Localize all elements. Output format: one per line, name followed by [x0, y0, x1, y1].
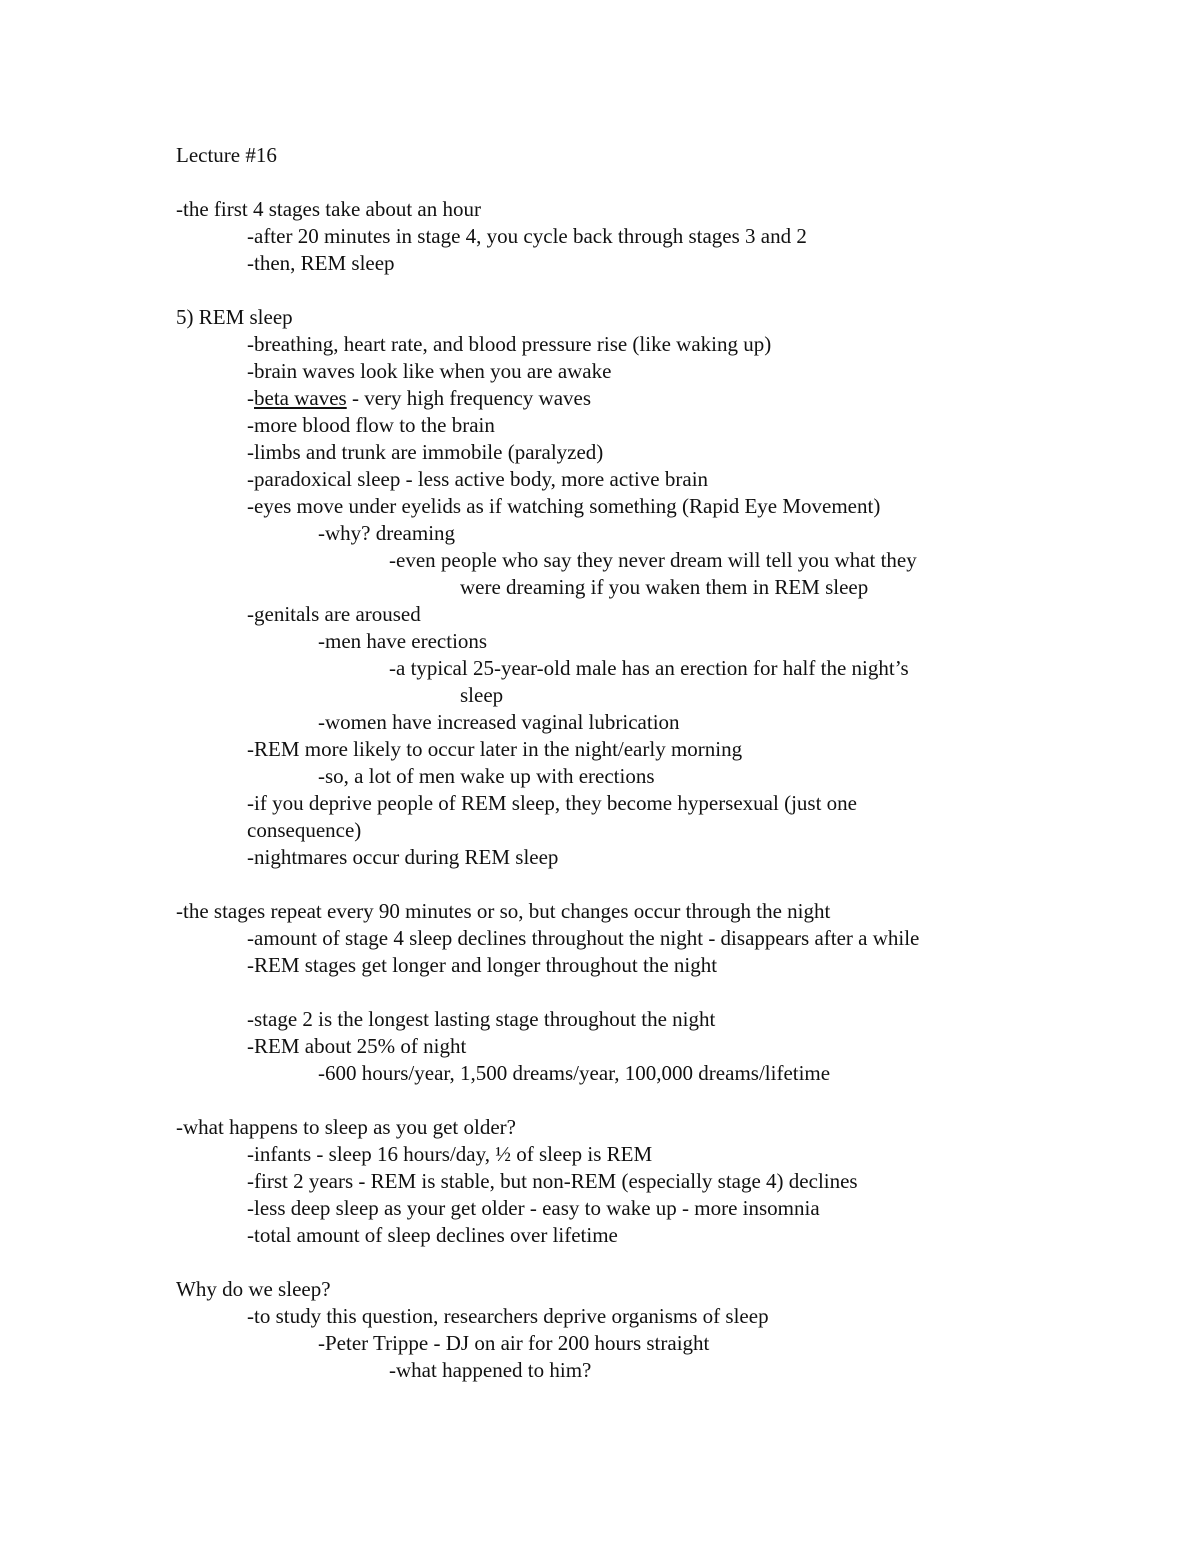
note-line: -infants - sleep 16 hours/day, ½ of sleep is REM: [247, 1142, 653, 1166]
note-line: -the stages repeat every 90 minutes or so, but changes occur through the night: [176, 899, 831, 923]
note-line: -eyes move under eyelids as if watching something (Rapid Eye Movement): [247, 494, 881, 518]
underlined-term: beta waves: [254, 386, 347, 410]
note-line: -REM stages get longer and longer throughout the night: [247, 953, 718, 977]
note-line: 5) REM sleep: [176, 305, 293, 329]
note-line: -why? dreaming: [318, 521, 456, 545]
note-line: -REM more likely to occur later in the night/early morning: [247, 737, 743, 761]
note-line: -after 20 minutes in stage 4, you cycle back through stages 3 and 2: [247, 224, 807, 248]
note-lines: [176, 196, 1076, 1384]
note-line: -brain waves look like when you are awake: [247, 359, 612, 383]
note-line: -Peter Trippe - DJ on air for 200 hours straight: [318, 1331, 710, 1355]
note-line: Why do we sleep?: [176, 1277, 331, 1301]
note-line: -so, a lot of men wake up with erections: [318, 764, 655, 788]
note-line: -total amount of sleep declines over lifetime: [247, 1223, 618, 1247]
note-line: -even people who say they never dream will tell you what they: [389, 548, 917, 572]
note-line: -breathing, heart rate, and blood pressure rise (like waking up): [247, 332, 772, 356]
note-line: -600 hours/year, 1,500 dreams/year, 100,000 dreams/lifetime: [318, 1061, 831, 1085]
spacer: [176, 169, 1076, 196]
note-line: -less deep sleep as your get older - easy to wake up - more insomnia: [247, 1196, 820, 1220]
note-line: -more blood flow to the brain: [247, 413, 495, 437]
note-line: -if you deprive people of REM sleep, they become hypersexual (just one: [247, 791, 857, 815]
note-line: -stage 2 is the longest lasting stage throughout the night: [247, 1007, 716, 1031]
note-line: [176, 385, 1076, 412]
spacer: [176, 1249, 1076, 1276]
line-prefix: -: [247, 386, 254, 410]
note-line: -what happened to him?: [389, 1358, 592, 1382]
note-line: -the first 4 stages take about an hour: [176, 197, 481, 221]
note-line: were dreaming if you waken them in REM sleep: [460, 575, 869, 599]
spacer: [176, 277, 1076, 304]
document-body: [176, 142, 1076, 1384]
note-line: -to study this question, researchers deprive organisms of sleep: [247, 1304, 769, 1328]
note-line: -nightmares occur during REM sleep: [247, 845, 559, 869]
spacer: [176, 1087, 1076, 1114]
note-line: -amount of stage 4 sleep declines throughout the night - disappears after a while: [247, 926, 920, 950]
note-line: -what happens to sleep as you get older?: [176, 1115, 516, 1139]
spacer: [176, 979, 1076, 1006]
note-line: -REM about 25% of night: [247, 1034, 467, 1058]
note-line: -men have erections: [318, 629, 488, 653]
note-line: -a typical 25-year-old male has an erection for half the night’s: [389, 656, 909, 680]
note-line: -first 2 years - REM is stable, but non-REM (especially stage 4) declines: [247, 1169, 858, 1193]
document-title: Lecture #16: [176, 143, 277, 167]
line-text: - very high frequency waves: [346, 386, 592, 410]
note-line: -then, REM sleep: [247, 251, 395, 275]
note-line: consequence): [247, 818, 362, 842]
note-line: -limbs and trunk are immobile (paralyzed): [247, 440, 604, 464]
note-line: -paradoxical sleep - less active body, more active brain: [247, 467, 709, 491]
note-line: -genitals are aroused: [247, 602, 421, 626]
spacer: [176, 871, 1076, 898]
note-line: sleep: [460, 683, 504, 707]
note-line: -women have increased vaginal lubrication: [318, 710, 680, 734]
